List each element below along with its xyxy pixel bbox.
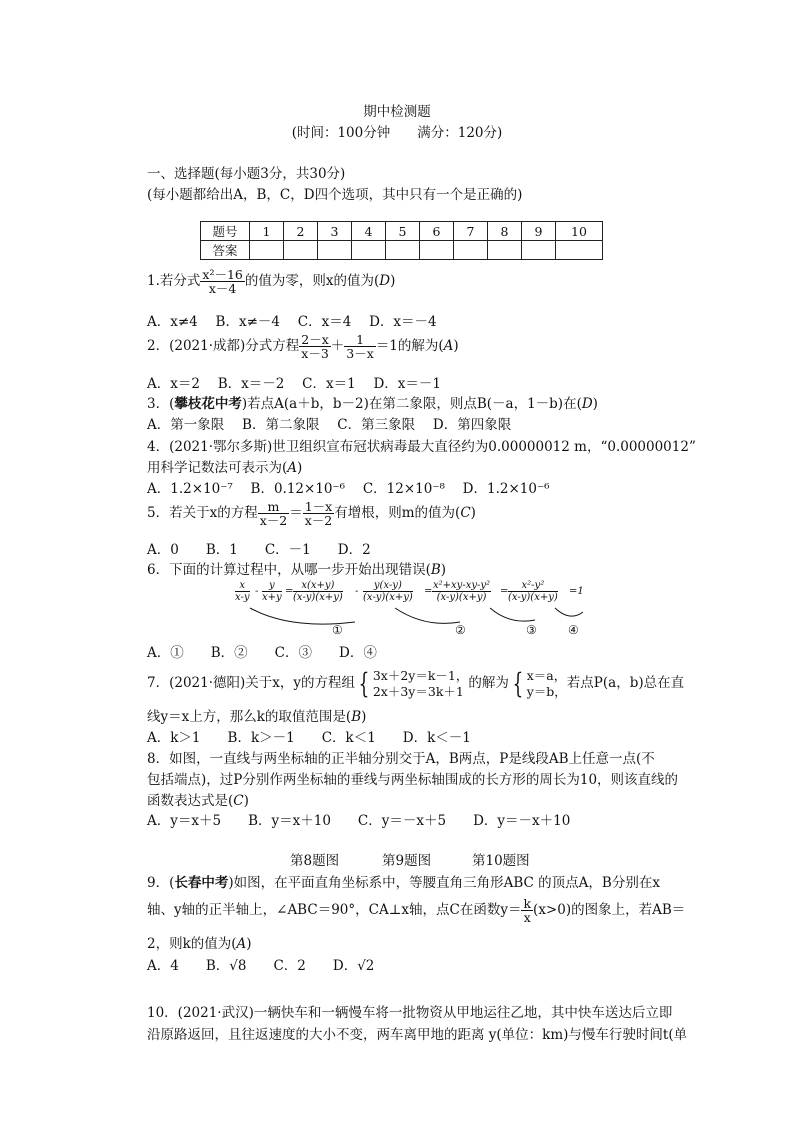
- answer-cell[interactable]: [352, 241, 386, 260]
- operator: ＝: [289, 505, 303, 522]
- question-text: 的解为: [468, 675, 509, 692]
- denominator: x－2: [259, 513, 288, 529]
- question-text: ): [440, 562, 447, 578]
- question-1-options: A．x≠4 B．x≠－4 C．x＝4 D．x＝－4: [147, 314, 437, 330]
- calc-operator: =1: [569, 586, 584, 597]
- table-cell: 7: [454, 222, 488, 241]
- question-9-line-1: [147, 871, 660, 891]
- question-8-line-2: 包括端点)，过P分别作两坐标轴的垂线与两坐标轴围成的长方形的周长为10，则该直线的: [147, 772, 679, 788]
- answer-letter: C: [460, 505, 471, 522]
- table-header-cell: 答案: [201, 241, 250, 260]
- fraction: [303, 500, 335, 527]
- question-4-options: A．1.2×10⁻⁷ B．0.12×10⁻⁶ C．12×10⁻⁸ D．1.2×10⁻⁶: [147, 481, 550, 497]
- question-7-line-2: [147, 705, 366, 725]
- answer-cell[interactable]: [284, 241, 318, 260]
- question-text: )若点A(a＋b，b－2)在第二象限，则点B(－a，1－b)在(: [241, 396, 582, 412]
- table-cell: 6: [420, 222, 454, 241]
- answer-cell[interactable]: [454, 241, 488, 260]
- section-note: (每小题都给出A，B，C，D四个选项，其中只有一个是正确的): [147, 187, 523, 203]
- denominator: x: [523, 910, 531, 926]
- question-3-options: A．第一象限 B．第二象限 C．第三象限 D．第四象限: [147, 417, 512, 433]
- question-6: [147, 558, 446, 578]
- equation: 3x＋2y＝k－1，: [372, 668, 469, 683]
- step-marker: ④: [568, 623, 579, 637]
- answer-letter: B: [430, 562, 441, 578]
- answer-letter: B: [351, 709, 362, 725]
- question-7: [147, 668, 684, 699]
- question-3: [147, 392, 598, 412]
- answer-cell[interactable]: [488, 241, 522, 260]
- fraction: [521, 897, 533, 924]
- fraction: [258, 500, 290, 527]
- step-arrows: [235, 580, 595, 640]
- operator: ＋: [330, 338, 345, 355]
- question-text: 若点P(a，b)总在直: [566, 675, 685, 692]
- solution-system: [527, 668, 567, 699]
- answer-cell[interactable]: [556, 241, 603, 260]
- answer-cell[interactable]: [386, 241, 420, 260]
- question-text: 6．下面的计算过程中，从哪一步开始出现错误(: [147, 562, 431, 578]
- question-text: 有增根，则m的值为(: [334, 505, 461, 522]
- denominator: x－3: [301, 346, 329, 362]
- figure-caption-9: 第9题图: [382, 853, 432, 869]
- question-6-options: A．① B．② C．③ D．④: [147, 645, 377, 661]
- question-text: ): [297, 460, 303, 476]
- question-10-line-1: 10．(2021·武汉)一辆快车和一辆慢车将一批物资从甲地运往乙地，其中快车送达后立即: [147, 1005, 673, 1021]
- table-cell: 3: [318, 222, 352, 241]
- question-text: ): [453, 338, 459, 355]
- equation: 2x＋3y＝3k＋1: [372, 683, 464, 699]
- brace-icon: {: [358, 666, 370, 700]
- question-source: 长春中考: [174, 875, 229, 891]
- calc-operator: -: [355, 586, 359, 597]
- question-2-options: A．x＝2 B．x＝－2 C．x＝1 D．x＝－1: [147, 376, 442, 392]
- calc-term: x x-y: [235, 580, 250, 603]
- question-source: 攀枝花中考: [174, 396, 242, 412]
- calc-term: x²-y² (x-y)(x+y): [508, 580, 558, 603]
- table-row: [201, 241, 603, 260]
- brace-icon: {: [512, 666, 524, 700]
- numerator: 1－x: [304, 499, 333, 514]
- question-10-line-2: 沿原路返回，且往返速度的大小不变，两车离甲地的距离 y(单位：km)与慢车行驶时间t(单: [147, 1027, 688, 1043]
- question-4-line-1: 4．(2021·鄂尔多斯)世卫组织宣布冠状病毒最大直径约为0.00000012 m，“0.00000012”: [147, 439, 696, 455]
- equation-system: [373, 668, 469, 699]
- question-text: 3．(: [147, 396, 175, 412]
- question-4-line-2: [147, 456, 302, 476]
- page-subtitle: (时间：100分钟 满分：120分): [291, 125, 503, 141]
- question-5: [147, 500, 476, 527]
- question-text: 2．(2021·成都)分式方程: [147, 338, 300, 355]
- question-text: 5．若关于x的方程: [147, 505, 258, 522]
- fraction: [200, 268, 244, 295]
- numerator: 1: [344, 333, 376, 347]
- table-cell: 2: [284, 222, 318, 241]
- table-cell: 9: [522, 222, 556, 241]
- answer-letter: A: [236, 936, 247, 952]
- answer-letter: A: [287, 460, 298, 476]
- step-marker: ①: [332, 623, 343, 637]
- question-9-line-2: [147, 897, 685, 924]
- numerator: 2－x: [301, 332, 329, 347]
- question-7-options: A．k＞1 B．k＞－1 C．k＜1 D．k＜－1: [147, 730, 471, 746]
- calc-operator: =: [424, 586, 433, 597]
- denominator: x－2: [304, 513, 333, 529]
- table-row: [201, 222, 603, 241]
- figure-caption-10: 第10题图: [472, 853, 530, 869]
- answer-table: [200, 221, 603, 260]
- question-8-line-3: [147, 789, 249, 809]
- question-text: 线y＝x上方，那么k的取值范围是(: [147, 709, 352, 725]
- table-cell: 10: [556, 222, 603, 241]
- question-text: 9．(: [147, 875, 175, 891]
- question-8-options: A．y＝x＋5 B．y＝x＋10 C．y＝－x＋5 D．y＝－x＋10: [147, 813, 571, 829]
- fraction: [344, 333, 376, 360]
- question-text: ): [390, 273, 396, 290]
- answer-letter: D: [581, 396, 593, 412]
- question-text: ): [592, 396, 598, 412]
- question-8-line-1: 8．如图，一直线与两坐标轴的正半轴分别交于A，B两点，P是线段AB上任意一点(不: [147, 751, 655, 767]
- calc-term: x(x+y) (x-y)(x+y): [293, 580, 343, 603]
- answer-letter: A: [443, 338, 454, 355]
- numerator: m: [258, 500, 290, 514]
- question-text: 1.若分式: [147, 273, 201, 290]
- question-text: 的值为零，则x的值为(: [244, 273, 380, 290]
- step-marker: ③: [526, 623, 537, 637]
- answer-cell[interactable]: [318, 241, 352, 260]
- question-text: ): [246, 936, 252, 952]
- question-2: [147, 333, 459, 360]
- question-text: (x>0)的图象上，若AB＝: [533, 902, 686, 919]
- table-header-cell: 题号: [201, 222, 250, 241]
- calc-operator: -: [255, 586, 259, 597]
- answer-letter: C: [233, 793, 244, 809]
- calc-operator: =: [500, 586, 509, 597]
- numerator: x²－16: [202, 267, 243, 282]
- calc-term: y x+y: [262, 580, 282, 603]
- question-5-options: A．0 B．1 C．－1 D．2: [147, 542, 371, 558]
- question-text: ): [470, 505, 476, 522]
- question-text: 7．(2021·德阳)关于x，y的方程组: [147, 675, 356, 692]
- step-marker: ②: [455, 623, 466, 637]
- denominator: 3－x: [346, 346, 374, 362]
- question-text: ): [361, 709, 367, 725]
- question-text: 函数表达式是(: [147, 793, 234, 809]
- denominator: x－4: [208, 281, 237, 297]
- question-text: 轴、y轴的正半轴上，∠ABC＝90°，CA⊥x轴，点C在函数y＝: [147, 902, 522, 919]
- figure-caption-8: 第8题图: [290, 853, 340, 869]
- question-text: 用科学记数法可表示为(: [147, 460, 288, 476]
- calc-term: x²+xy-xy-y² (x-y)(x+y): [433, 580, 491, 603]
- question-text: 2，则k的值为(: [147, 936, 237, 952]
- table-cell: 8: [488, 222, 522, 241]
- question-text: ＝1的解为(: [375, 338, 444, 355]
- answer-letter: D: [379, 273, 391, 290]
- question-text: )如图，在平面直角坐标系中，等腰直角三角形ABC 的顶点A，B分别在x: [228, 875, 660, 891]
- table-cell: 4: [352, 222, 386, 241]
- answer-cell[interactable]: [522, 241, 556, 260]
- equation: x＝a，: [526, 668, 567, 683]
- answer-cell[interactable]: [420, 241, 454, 260]
- numerator: k: [523, 896, 532, 911]
- calc-operator: =: [285, 586, 294, 597]
- table-cell: 5: [386, 222, 420, 241]
- table-cell: 1: [250, 222, 284, 241]
- calc-term: y(x-y) (x-y)(x+y): [363, 580, 413, 603]
- section-heading: 一、选择题(每小题3分，共30分): [147, 166, 346, 182]
- page-title: 期中检测题: [363, 104, 431, 120]
- question-text: ): [243, 793, 249, 809]
- calculation-figure: [235, 580, 595, 640]
- equation: y＝b，: [526, 683, 567, 699]
- answer-cell[interactable]: [250, 241, 284, 260]
- question-1: [147, 268, 395, 295]
- fraction: [299, 333, 331, 360]
- question-9-line-3: [147, 932, 252, 952]
- question-9-options: A．4 B．√8 C．2 D．√2: [147, 958, 375, 974]
